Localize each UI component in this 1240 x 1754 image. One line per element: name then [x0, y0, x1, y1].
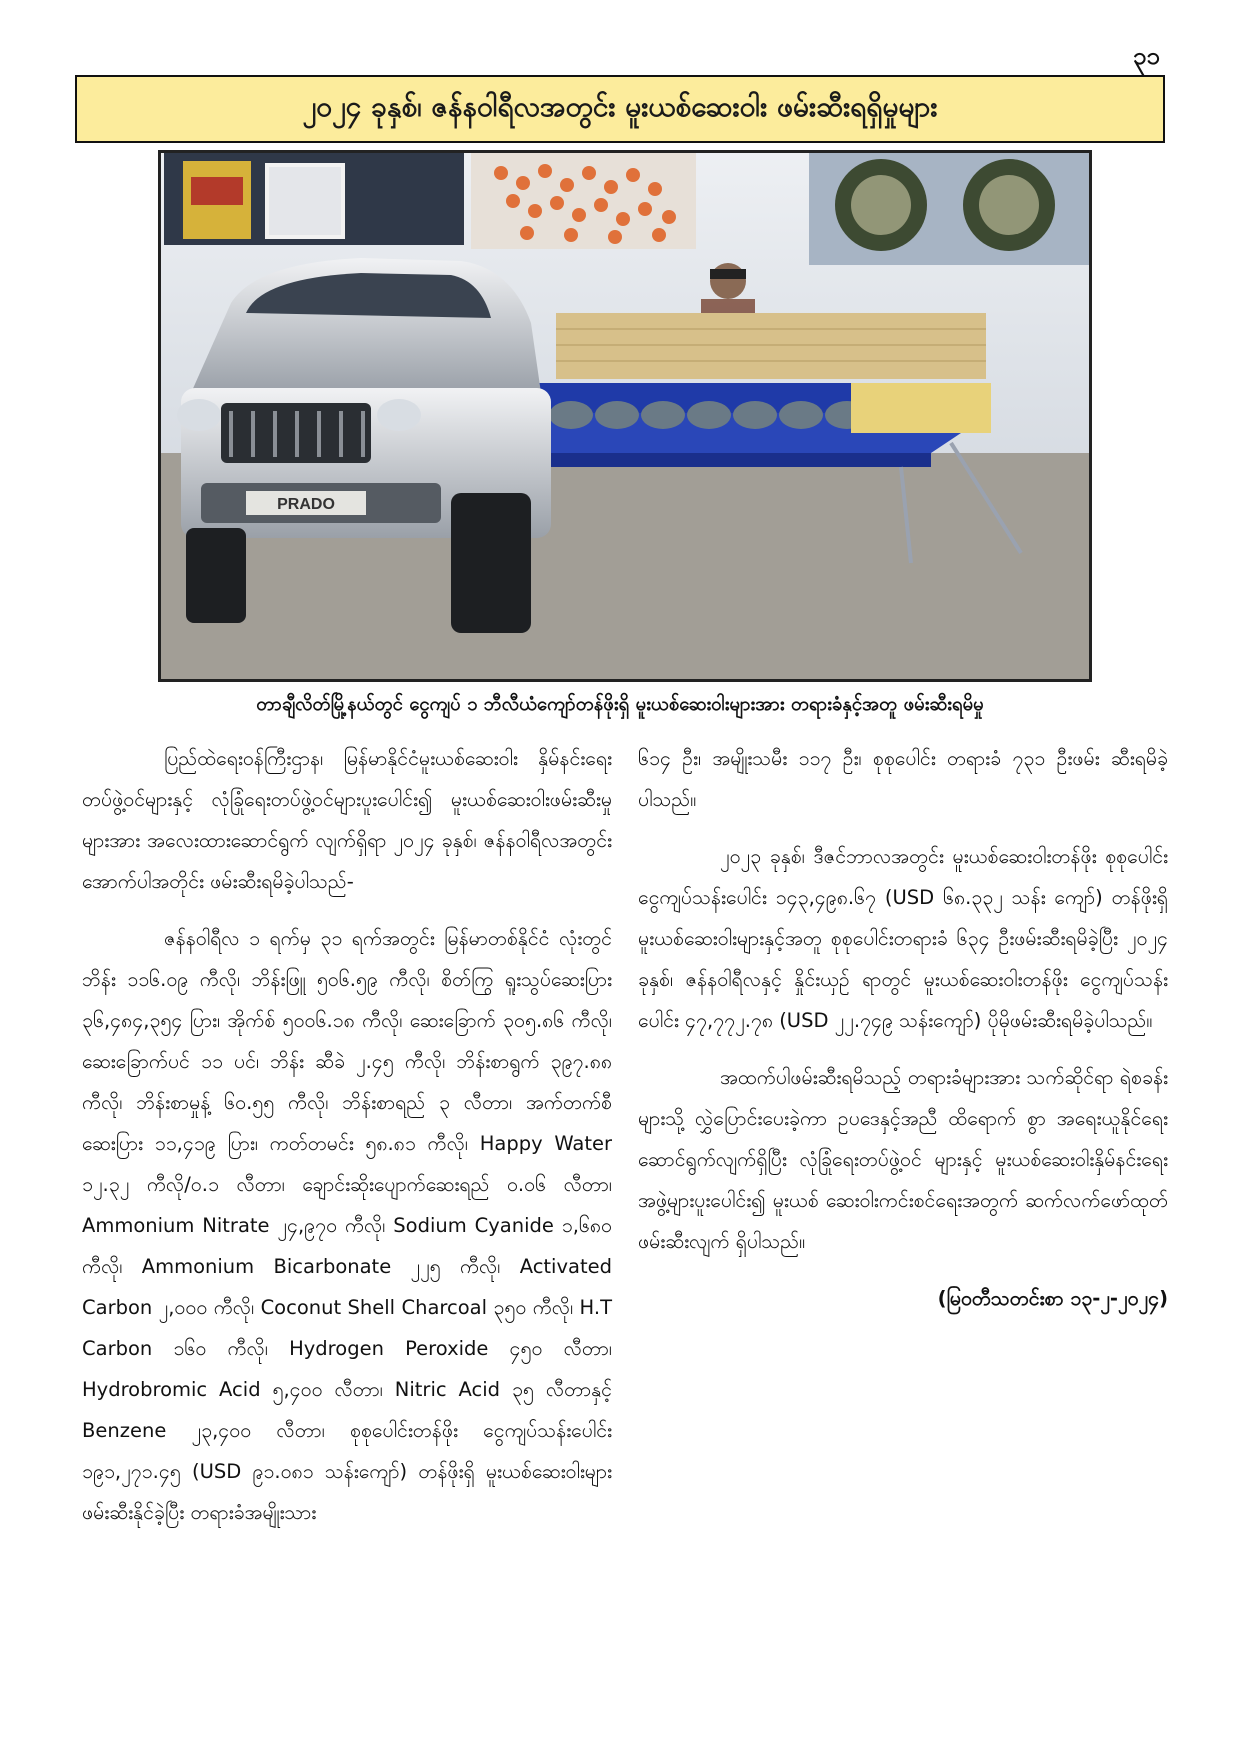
source-signoff: (မြဝတီသတင်းစာ ၁၃-၂-၂၀၂၄)	[937, 1287, 1168, 1310]
left-column	[82, 738, 612, 1549]
right-column	[638, 738, 1168, 1335]
page-title-banner	[75, 75, 1165, 143]
photo-caption: တာချီလိတ်မြို့နယ်တွင် ငွေကျပ် ၁ ဘီလီယံကျော်တန်ဖိုးရှိ မူးယစ်ဆေးဝါးများအား တရားခံနှင့်အတူ ဖမ်းဆီးရမိမှု	[256, 694, 984, 715]
body-paragraph: အထက်ပါဖမ်းဆီးရမိသည့် တရားခံများအား သက်ဆိုင်ရာ ရဲစခန်းများသို့ လွှဲပြောင်းပေးခဲ့ကာ ဥပဒေနှင့်အညီ ထိရောက် စွာ အရေးယူနိုင်ရေး ဆောင်ရွက်လျက်ရှိပြီး လုံခြုံရေးတပ်ဖွဲ့ဝင် များနှင့် မူးယစ်ဆေးဝါးနှိမ်နင်းရေးအဖွဲ့များပူးပေါင်း၍ မူးယစ် ဆေးဝါးကင်းစင်ရေးအတွက် ဆက်လက်ဖော်ထုတ်ဖမ်းဆီးလျက် ရှိပါသည်။	[638, 1066, 1168, 1253]
body-paragraph: ၂၀၂၃ ခုနှစ်၊ ဒီဇင်ဘာလအတွင်း မူးယစ်ဆေးဝါးတန်ဖိုး စုစုပေါင်းငွေကျပ်သန်းပေါင်း ၁၄၃,၄၉၈.၆၇ (USD ၆၈.၃၃၂ သန်း ကျော်) တန်ဖိုးရှိ မူးယစ်ဆေးဝါးများနှင့်အတူ စုစုပေါင်းတရားခံ ၆၃၄ ဦးဖမ်းဆီးရမိခဲ့ပြီး ၂၀၂၄ ခုနှစ်၊ ဇန်နဝါရီလနှင့် နှိုင်းယှဉ် ရာတွင် မူးယစ်ဆေးဝါးတန်ဖိုး ငွေကျပ်သန်းပေါင်း ၄၇,၇၇၂.၇၈ (USD ၂၂.၇၄၉ သန်းကျော်) ပိုမိုဖမ်းဆီးရမိခဲ့ပါသည်။	[638, 845, 1168, 1032]
seizure-photo-illustration	[161, 153, 1089, 679]
page-title: ၂၀၂၄ ခုနှစ်၊ ဇန်နဝါရီလအတွင်း မူးယစ်ဆေးဝါး ဖမ်းဆီးရရှိမှုများ	[302, 90, 938, 123]
seizure-photo	[158, 150, 1092, 682]
body-paragraph: ပြည်ထဲရေးဝန်ကြီးဌာန၊ မြန်မာနိုင်ငံမူးယစ်ဆေးဝါး နှိမ်နင်းရေးတပ်ဖွဲ့ဝင်များနှင့် လုံခြုံရေးတပ်ဖွဲ့ဝင်များပူးပေါင်း၍ မူးယစ်ဆေးဝါးဖမ်းဆီးမှုများအား အလေးထားဆောင်ရွက် လျက်ရှိရာ ၂၀၂၄ ခုနှစ်၊ ဇန်နဝါရီလအတွင်း အောက်ပါအတိုင်း ဖမ်းဆီးရမိခဲ့ပါသည်-	[82, 747, 612, 893]
body-paragraph: ၆၁၄ ဦး၊ အမျိုးသမီး ၁၁၇ ဦး၊ စုစုပေါင်း တရားခံ ၇၃၁ ဦးဖမ်း ဆီးရမိခဲ့ပါသည်။	[638, 747, 1168, 811]
body-paragraph: ဇန်နဝါရီလ ၁ ရက်မှ ၃၁ ရက်အတွင်း မြန်မာတစ်နိုင်ငံ လုံးတွင် ဘိန်း ၁၁၆.၀၉ ကီလို၊ ဘိန်းဖြူ ၅၀၆.၅၉ ကီလို၊ စိတ်ကြွ ရူးသွပ်ဆေးပြား ၃၆,၄၈၄,၃၅၄ ပြား၊ အိုက်စ် ၅၀၀၆.၁၈ ကီလို၊ ဆေးခြောက် ၃၀၅.၈၆ ကီလို၊ ဆေးခြောက်ပင် ၁၁ ပင်၊ ဘိန်း ဆီခဲ ၂.၄၅ ကီလို၊ ဘိန်းစာရွက် ၃၉၇.၈၈ ကီလို၊ ဘိန်းစာမှုန့် ၆၀.၅၅ ကီလို၊ ဘိန်းစာရည် ၃ လီတာ၊ အက်တက်စီဆေးပြား ၁၁,၄၁၉ ပြား၊ ကတ်တမင်း ၅၈.၈၁ ကီလို၊ Happy Water ၁၂.၃၂ ကီလို/၀.၁ လီတာ၊ ချောင်းဆိုးပျောက်ဆေးရည် ၀.၀၆ လီတာ၊ Ammonium Nitrate ၂၄,၉၇၀ ကီလို၊ Sodium Cyanide ၁,၆၈၀ ကီလို၊ Ammonium Bicarbonate ၂၂၅ ကီလို၊ Activated Carbon ၂,၀၀၀ ကီလို၊ Coconut Shell Charcoal ၃၅၀ ကီလို၊ H.T Carbon ၁၆၀ ကီလို၊ Hydrogen Peroxide ၄၅၀ လီတာ၊ Hydrobromic Acid ၅,၄၀၀ လီတာ၊ Nitric Acid ၃၅ လီတာနှင့် Benzene ၂၃,၄၀၀ လီတာ၊ စုစုပေါင်းတန်ဖိုး ငွေကျပ်သန်းပေါင်း ၁၉၁,၂၇၁.၄၅ (USD ၉၁.၀၈၁ သန်းကျော်) တန်ဖိုးရှိ မူးယစ်ဆေးဝါးများ ဖမ်းဆီးနိုင်ခဲ့ပြီး တရားခံအမျိုးသား	[82, 927, 612, 1524]
inset-photo-bundles	[809, 153, 1089, 265]
inset-photo-tablets	[471, 153, 696, 249]
page-number: ၃၁	[1133, 42, 1160, 70]
inset-photo-packages	[164, 153, 464, 245]
car-plate-text: PRADO	[277, 496, 335, 513]
